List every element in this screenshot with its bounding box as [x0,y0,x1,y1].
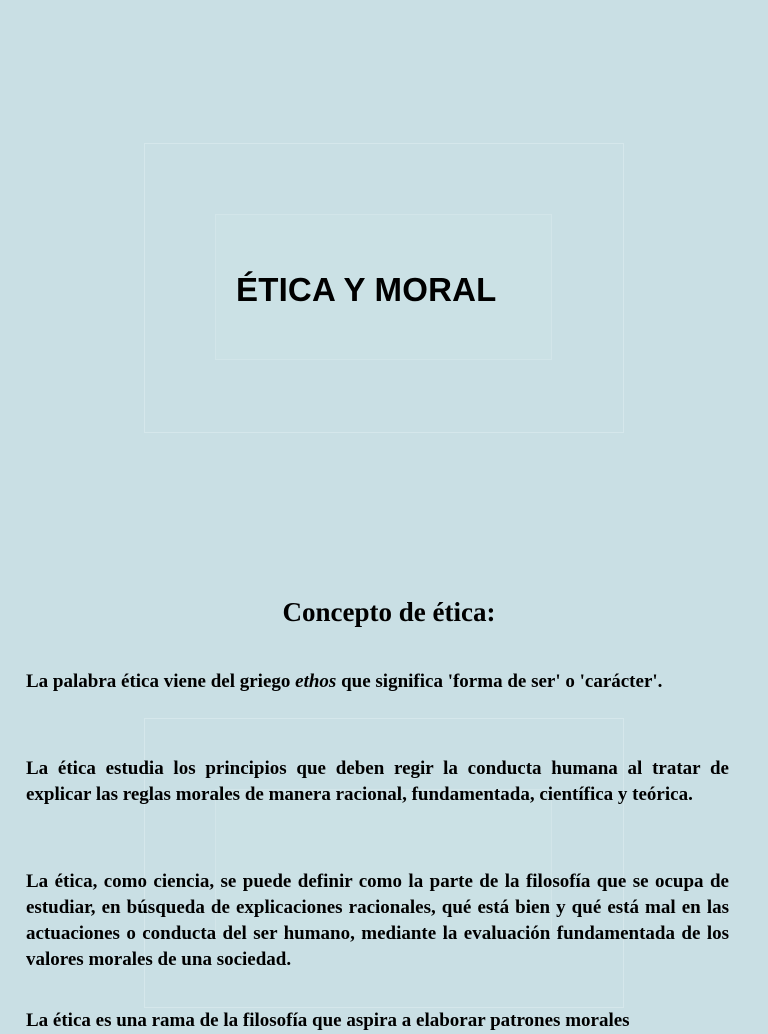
paragraph-ethics-science: La ética, como ciencia, se puede definir como la parte de la filosofía que se ocupa de estudiar, en búsqueda de explicaciones racionales, qué está bien y qué está mal en las actuaciones o conducta del ser humano, mediante la evaluación fundamentada de los valores morales de una sociedad. [26,871,729,970]
paragraph-ethics-study: La ética estudia los principios que deben regir la conducta humana al tratar de explicar las reglas morales de manera racional, fundamentada, científica y teórica. [26,758,729,805]
section-heading: Concepto de ética: [282,597,496,627]
paragraph-etymology [26,669,729,695]
paragraph-etymology-text-end: que significa 'forma de ser' o 'carácter'. [336,671,663,692]
ethos-term: ethos [295,671,337,692]
paragraph-ethics-branch: La ética es una rama de la filosofía que aspira a elaborar patrones morales [26,1010,630,1031]
slide-title: ÉTICA Y MORAL [236,271,497,308]
paragraph-etymology-text: La palabra ética viene del griego [26,671,296,692]
